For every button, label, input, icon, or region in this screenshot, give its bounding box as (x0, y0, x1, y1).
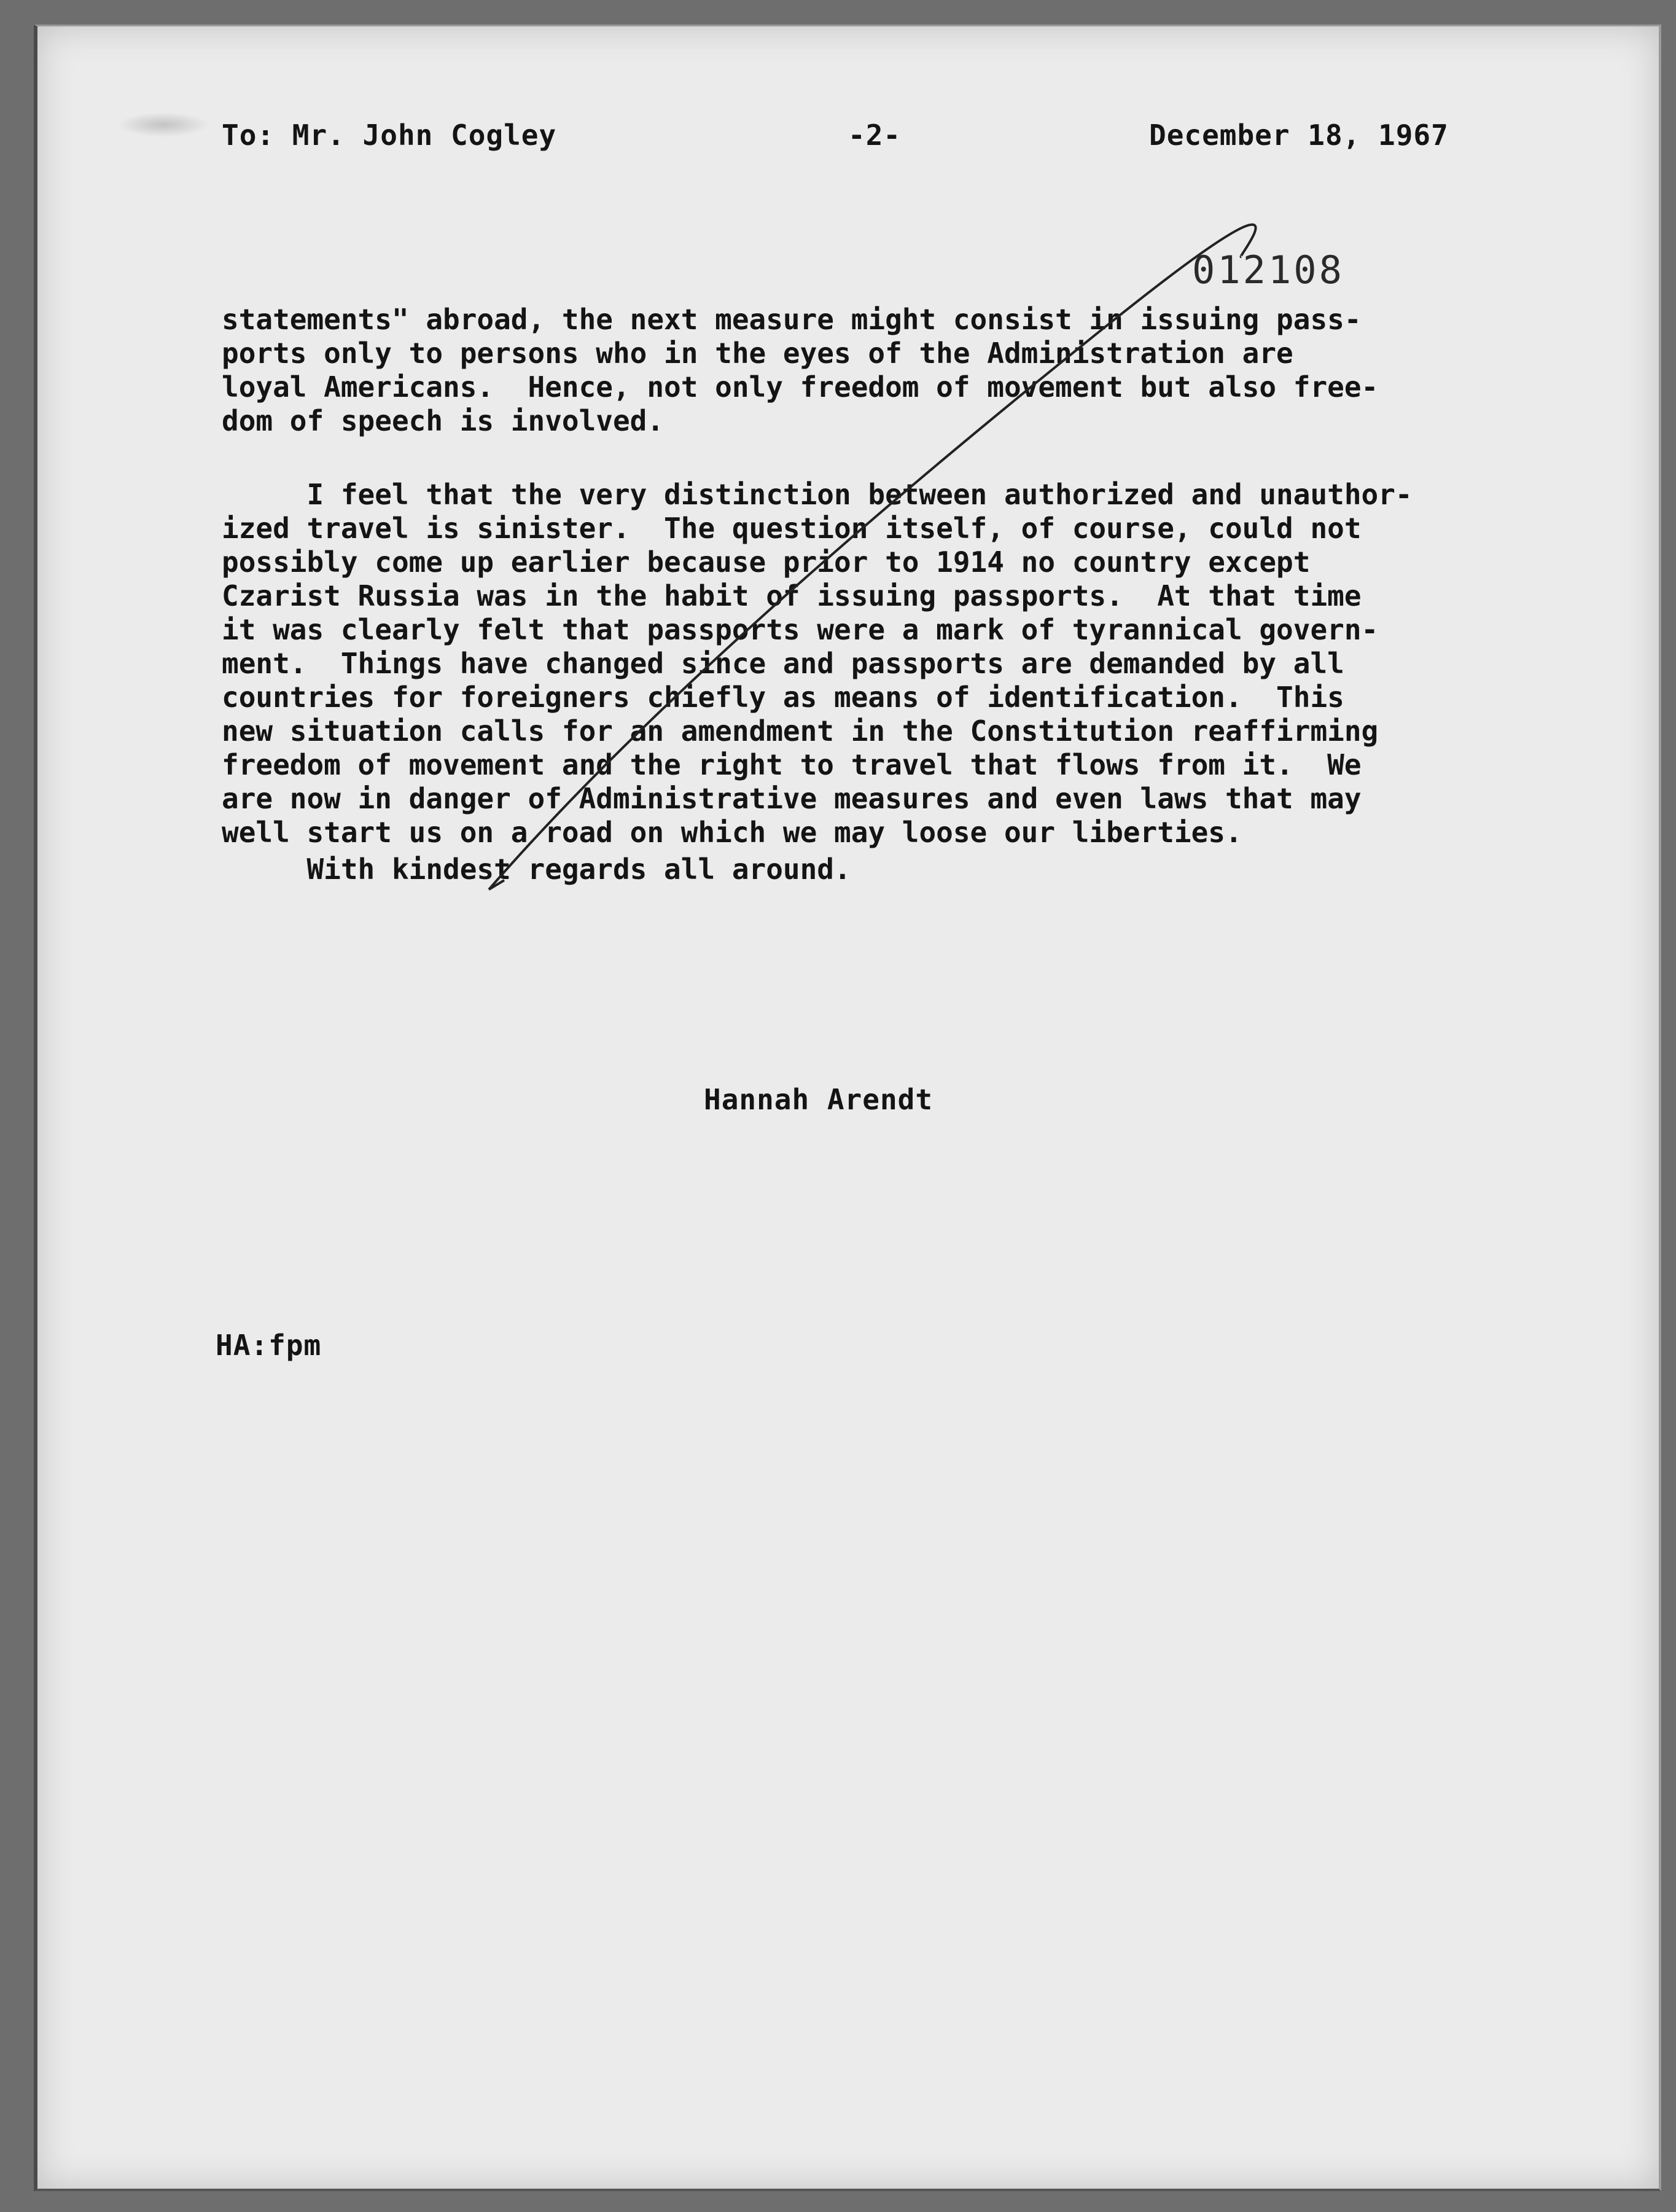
text-line: ment. Things have changed since and passports are demanded by all (222, 647, 1344, 680)
text-line: With kindest regards all around. (222, 853, 851, 886)
text-line: ized travel is sinister. The question itself, of course, could not (222, 512, 1362, 545)
signature-name: Hannah Arendt (704, 1083, 933, 1116)
text-line: Czarist Russia was in the habit of issuing passports. At that time (222, 579, 1362, 612)
typist-initials: HA:fpm (216, 1329, 322, 1362)
diagonal-pencil-stroke (489, 225, 1256, 889)
text-line: it was clearly felt that passports were a mark of tyrannical govern- (222, 613, 1379, 646)
text-line: countries for foreigners chiefly as means of identification. This (222, 681, 1344, 714)
text-line: dom of speech is involved. (222, 404, 665, 437)
letter-date: December 18, 1967 (1149, 119, 1449, 152)
text-line: ports only to persons who in the eyes of the Administration are (222, 337, 1293, 370)
text-line: statements" abroad, the next measure might consist in issuing pass- (222, 303, 1362, 336)
archive-stamp-number: 012108 (1192, 248, 1344, 292)
letter-page (34, 25, 1661, 2191)
recipient-line: To: Mr. John Cogley (222, 119, 557, 152)
text-line: well start us on a road on which we may loose our liberties. (222, 816, 1242, 849)
text-line: freedom of movement and the right to travel that flows from it. We (222, 748, 1362, 781)
page-number: -2- (848, 119, 902, 152)
text-line: are now in danger of Administrative measures and even laws that may (222, 782, 1362, 815)
pencil-strike-line (37, 26, 1659, 2189)
text-line: new situation calls for an amendment in the Constitution reaffirming (222, 714, 1379, 748)
text-line: possibly come up earlier because prior to 1914 no country except (222, 545, 1311, 579)
text-line: loyal Americans. Hence, not only freedom of movement but also free- (222, 370, 1379, 404)
text-line: I feel that the very distinction between authorized and unauthor- (222, 478, 1413, 511)
